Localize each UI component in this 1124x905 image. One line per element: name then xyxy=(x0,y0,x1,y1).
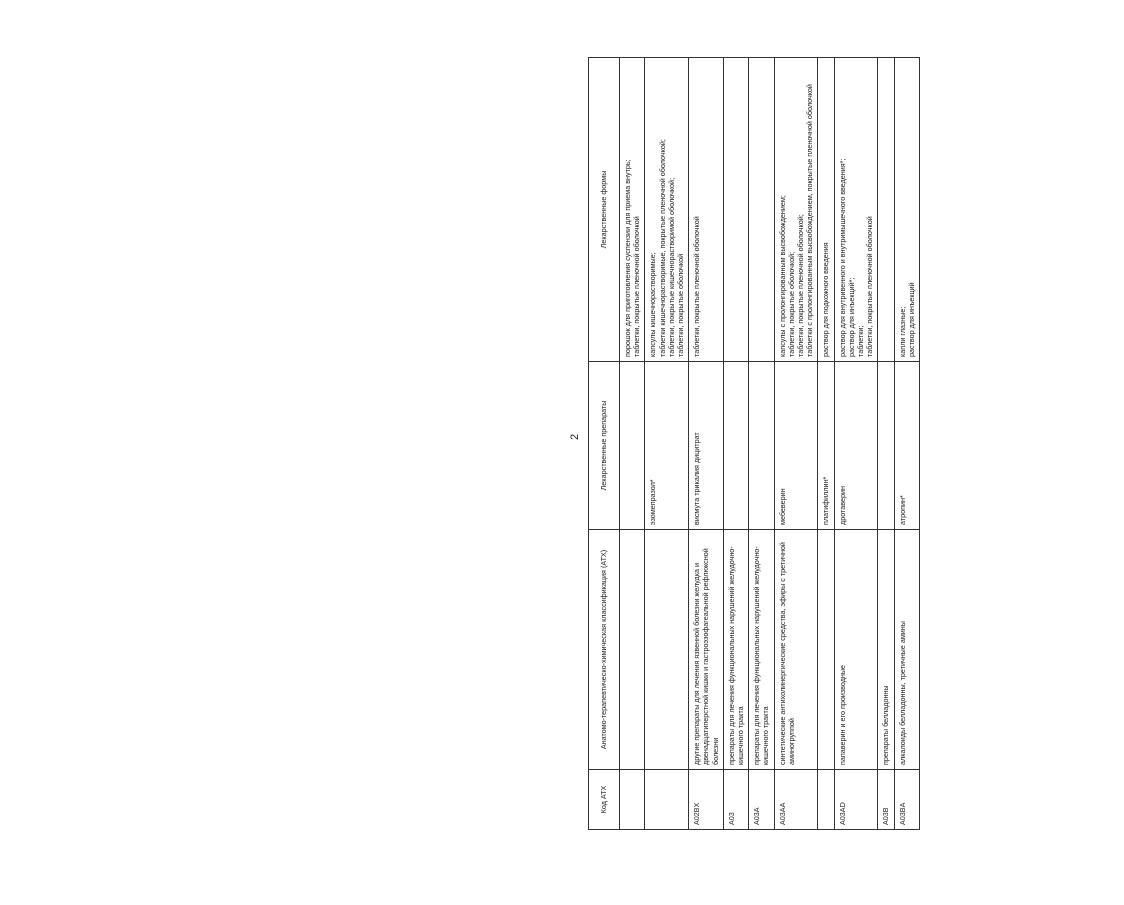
form-line: порошок для приготовления суспензии для приема внутрь; xyxy=(623,159,632,357)
form-line: капсулы с пролонгированным высвобождением; xyxy=(777,195,787,357)
form-line: таблетки; xyxy=(856,325,866,357)
header-classification: Анатомо-терапевтическо-химическая классификация (АТХ) xyxy=(589,530,620,770)
cell-forms xyxy=(878,58,894,362)
cell-code: A03 xyxy=(723,770,748,830)
cell-code: A03BA xyxy=(894,770,919,830)
form-line: таблетки, покрытые пленочной оболочкой xyxy=(632,216,642,357)
cell-forms xyxy=(620,58,645,362)
header-drugs: Лекарственные препараты xyxy=(589,362,620,530)
cell-code xyxy=(620,770,645,830)
cell-forms xyxy=(749,58,774,362)
table-row xyxy=(834,58,878,830)
table-row xyxy=(723,58,748,830)
cell-drug xyxy=(749,362,774,530)
form-line: таблетки, покрытые пленочной оболочкой xyxy=(692,216,702,357)
cell-code xyxy=(645,770,689,830)
table-header-row xyxy=(589,58,620,830)
cell-drug xyxy=(878,362,894,530)
cell-classification: препараты для лечения функциональных нарушений желудочно-кишечного тракта xyxy=(723,530,748,770)
table-row xyxy=(620,58,645,830)
cell-code: A03A xyxy=(749,770,774,830)
form-line: капсулы кишечнорастворимые; xyxy=(648,252,658,357)
header-code: Код АТХ xyxy=(589,770,620,830)
cell-forms xyxy=(774,58,818,362)
cell-drug: мебеверин xyxy=(774,362,818,530)
header-forms: Лекарственные формы xyxy=(589,58,620,362)
cell-classification: препараты белладонны xyxy=(878,530,894,770)
document-sheet xyxy=(588,58,1124,830)
cell-forms xyxy=(645,58,689,362)
cell-drug: дротаверин xyxy=(834,362,878,530)
form-line: таблетки, покрытые пленочной оболочкой xyxy=(865,216,875,357)
cell-code xyxy=(818,770,834,830)
cell-code: A03AA xyxy=(774,770,818,830)
form-line: раствор для подкожного введения xyxy=(821,242,831,357)
cell-drug: платифиллин* xyxy=(818,362,834,530)
cell-drug xyxy=(723,362,748,530)
cell-code: A03AD xyxy=(834,770,878,830)
table-row xyxy=(818,58,834,830)
cell-drug: висмута трикалия дицитрат xyxy=(689,362,724,530)
form-line: раствор для внутривенного и внутримышечного введения*; xyxy=(837,158,847,357)
table-body xyxy=(620,58,920,830)
form-line: раствор для инъекций xyxy=(906,282,916,357)
cell-classification xyxy=(645,530,689,770)
cell-drug: эзомепразол* xyxy=(645,362,689,530)
cell-code: A02BX xyxy=(689,770,724,830)
cell-classification: папаверин и его производные xyxy=(834,530,878,770)
form-line: таблетки, покрытые кишечнорастворимой оболочкой; xyxy=(666,177,676,357)
table-row xyxy=(878,58,894,830)
page-number: 2 xyxy=(569,433,581,440)
table-row xyxy=(689,58,724,830)
table-row xyxy=(645,58,689,830)
form-line: таблетки, покрытые оболочкой; xyxy=(786,251,796,357)
form-line: таблетки, покрытые пленочной оболочкой; xyxy=(796,214,806,357)
form-line: раствор для инъекций*; xyxy=(846,277,856,357)
form-line: капли глазные; xyxy=(897,306,907,357)
cell-classification: препараты для лечения функциональных нарушений желудочно-кишечного тракта xyxy=(749,530,774,770)
table-row xyxy=(749,58,774,830)
drug-table xyxy=(588,57,920,830)
cell-code: A03B xyxy=(878,770,894,830)
cell-forms xyxy=(894,58,919,362)
cell-drug: атропин* xyxy=(894,362,919,530)
cell-classification: синтетические антихолинергические средства, эфиры с третичной аминогруппой xyxy=(774,530,818,770)
cell-classification: другие препараты для лечения язвенной болезни желудка и двенадцатиперстной кишки и гастроэзофагеальной рефлюксной болезни xyxy=(689,530,724,770)
cell-classification: алкалоиды белладонны, третичные амины xyxy=(894,530,919,770)
form-line: таблетки кишечнорастворимые, покрытые пленочной оболочкой; xyxy=(657,139,667,357)
cell-classification xyxy=(818,530,834,770)
cell-forms xyxy=(723,58,748,362)
form-line: таблетки с пролонгированным высвобождением, покрытые пленочной оболочкой xyxy=(805,84,815,357)
cell-forms xyxy=(818,58,834,362)
cell-forms xyxy=(689,58,724,362)
table-row xyxy=(894,58,919,830)
cell-forms xyxy=(834,58,878,362)
table-row xyxy=(774,58,818,830)
cell-drug xyxy=(620,362,645,530)
form-line: таблетки, покрытые оболочкой xyxy=(676,253,686,357)
cell-classification xyxy=(620,530,645,770)
